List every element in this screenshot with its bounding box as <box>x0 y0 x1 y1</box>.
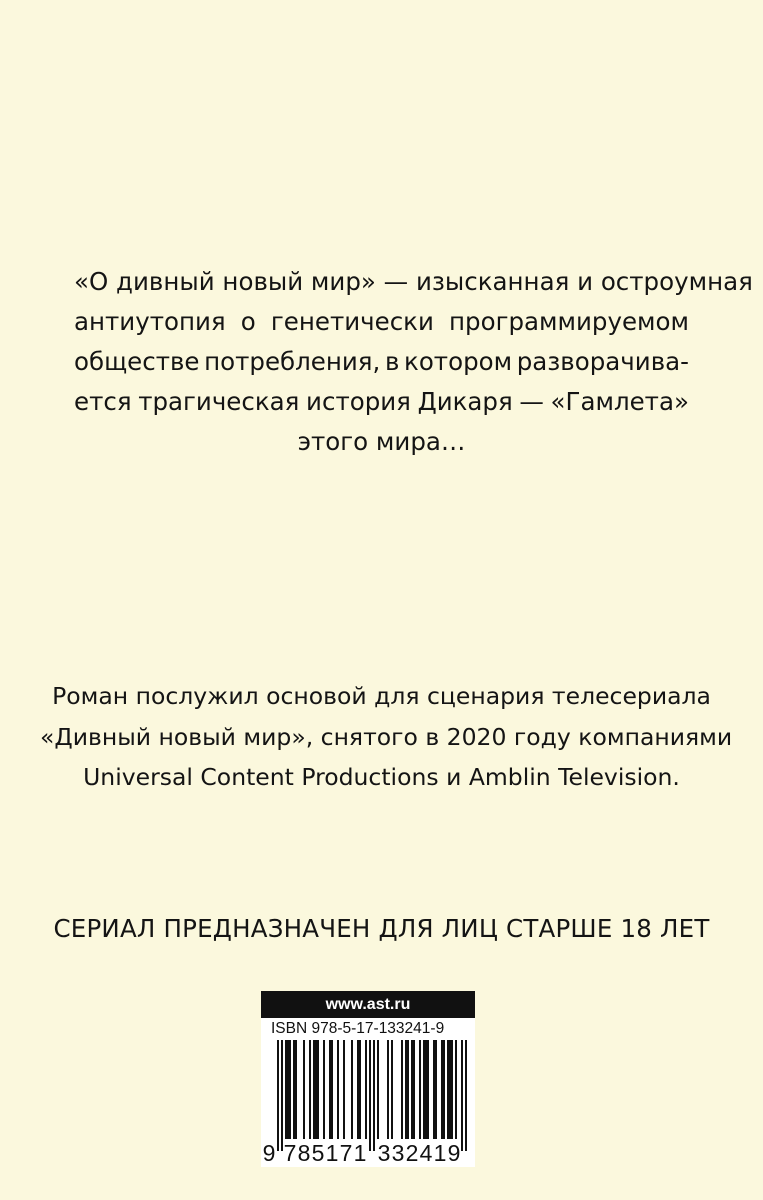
barcode-bar <box>391 1040 393 1139</box>
barcode-block <box>261 991 475 1167</box>
barcode-bar <box>329 1040 333 1139</box>
barcode-bar <box>433 1040 437 1139</box>
barcode-bar <box>303 1040 305 1139</box>
barcode-bar <box>405 1040 409 1139</box>
blurb-word: антиутопия <box>74 307 226 336</box>
blurb-line <box>74 342 689 382</box>
barcode-digit: 4 <box>419 1140 433 1166</box>
blurb-line <box>74 262 753 302</box>
barcode-bar <box>419 1040 421 1139</box>
barcode-digit: 9 <box>262 1140 276 1166</box>
blurb-word: потребления, <box>204 347 381 376</box>
barcode-digit: 1 <box>433 1140 447 1166</box>
barcode-bar <box>365 1040 367 1139</box>
barcode-bar <box>447 1040 453 1139</box>
barcode-bar <box>377 1040 379 1139</box>
barcode-bar <box>401 1040 403 1139</box>
blurb-word: история <box>306 387 411 416</box>
barcode-bar <box>337 1040 339 1139</box>
adaptation-note <box>40 676 733 798</box>
blurb-word: трагическая <box>138 387 300 416</box>
blurb-word: Дикаря <box>417 387 513 416</box>
website-label: www.ast.ru <box>261 991 475 1018</box>
barcode-digit: 3 <box>391 1140 405 1166</box>
barcode-bar <box>441 1040 445 1139</box>
barcode-guard-bar <box>461 1040 463 1151</box>
barcode-digit: 3 <box>377 1140 391 1166</box>
barcode-guard-bar <box>373 1040 375 1151</box>
barcode-bar <box>313 1040 319 1139</box>
blurb-text: этого мира… <box>297 427 466 456</box>
note-line: Роман послужил основой для сценария телесериала <box>52 682 711 710</box>
barcode-digit: 5 <box>311 1140 325 1166</box>
blurb-word: разворачива- <box>516 347 689 376</box>
barcode-guard-bar <box>465 1040 467 1151</box>
blurb-word: «Гамлета» <box>550 387 689 416</box>
blurb-line <box>74 422 689 462</box>
barcode-bar <box>343 1040 345 1139</box>
blurb-word: о <box>240 307 256 336</box>
blurb-word: обществе <box>74 347 200 376</box>
barcode-bar <box>309 1040 311 1139</box>
barcode-digit: 1 <box>325 1140 339 1166</box>
barcode-bar <box>293 1040 297 1139</box>
barcode-bar <box>423 1040 429 1139</box>
barcode-bar <box>387 1040 389 1139</box>
blurb-word: генетически <box>270 307 434 336</box>
blurb <box>74 262 753 462</box>
barcode-bar <box>351 1040 353 1139</box>
age-rating-notice: СЕРИАЛ ПРЕДНАЗНАЧЕН ДЛЯ ЛИЦ СТАРШЕ 18 ЛЕТ <box>53 914 710 943</box>
blurb-word: котором <box>404 347 513 376</box>
barcode-guard-bar <box>369 1040 371 1151</box>
blurb-line <box>74 382 689 422</box>
barcode-digit: 8 <box>297 1140 311 1166</box>
isbn-label: ISBN 978-5-17-133241-9 <box>271 1020 445 1037</box>
barcode-digit: 1 <box>353 1140 367 1166</box>
barcode-digit: 2 <box>405 1140 419 1166</box>
barcode-bar <box>455 1040 457 1139</box>
blurb-word: программируемом <box>449 307 689 336</box>
blurb-text: «О дивный новый мир» — изысканная и остроумная <box>74 267 753 296</box>
blurb-word: — <box>519 387 544 416</box>
barcode-guard-bar <box>281 1040 283 1151</box>
barcode-bar <box>411 1040 415 1139</box>
blurb-word: в <box>384 347 400 376</box>
barcode-bar <box>323 1040 325 1139</box>
barcode-digit: 7 <box>339 1140 353 1166</box>
blurb-line <box>74 302 689 342</box>
barcode-digit: 7 <box>283 1140 297 1166</box>
barcode-bar <box>357 1040 361 1139</box>
barcode-graphic <box>261 991 475 1167</box>
barcode-bar <box>285 1040 291 1139</box>
blurb-word: ется <box>74 387 132 416</box>
barcode-guard-bar <box>277 1040 279 1151</box>
barcode-digit: 9 <box>447 1140 461 1166</box>
note-line: «Дивный новый мир», снятого в 2020 году компаниями <box>40 722 733 751</box>
note-line: Universal Content Productions и Amblin Television. <box>83 763 680 791</box>
